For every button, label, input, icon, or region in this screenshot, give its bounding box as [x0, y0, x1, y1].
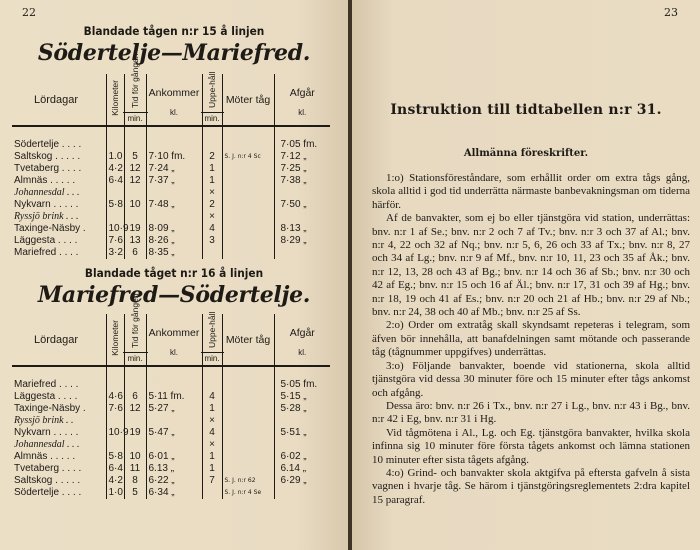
cell-afg: 7·05 fm.	[274, 139, 330, 151]
cell-tid	[124, 211, 146, 223]
table2-subtitle: Blandade tåget n:r 16 å linjen	[84, 266, 264, 280]
table-row	[12, 487, 330, 499]
header-ankommer-label: Ankommer	[148, 326, 200, 339]
header-ankommer	[146, 314, 202, 366]
cell-up: 2	[202, 199, 222, 211]
cell-mot	[222, 199, 274, 211]
cell-tid: 12	[124, 403, 146, 415]
table-row	[12, 379, 330, 391]
cell-km	[106, 139, 124, 151]
cell-mot	[222, 175, 274, 187]
header-ankommer-unit: kl.	[170, 107, 178, 117]
cell-ank	[146, 439, 202, 451]
cell-tid	[124, 415, 146, 427]
page-number-left: 22	[22, 6, 36, 19]
header-uppehall-unit: min.	[201, 352, 224, 365]
cell-afg	[274, 487, 330, 499]
table-row	[12, 175, 330, 187]
table-row	[12, 415, 330, 427]
cell-tid: 11	[124, 463, 146, 475]
cell-mot	[222, 187, 274, 199]
cell-tid: 10	[124, 451, 146, 463]
header-uppehall-label: Uppe-håll	[206, 71, 217, 108]
header-moter-label: Möter tåg	[225, 93, 271, 106]
cell-up: 1	[202, 175, 222, 187]
cell-tid	[124, 439, 146, 451]
cell-up: 1	[202, 463, 222, 475]
cell-km	[106, 439, 124, 451]
instruction-paragraph: 2:o) Order om extratåg skall skyndsamt repeteras i telegram, som äfven bör innehålla, att banafdelningen samt mötande och passerande tåg (tågnummer uppgifves) underrättas.	[372, 319, 690, 359]
header-tid-label: Tid för gången	[129, 53, 140, 108]
cell-ank: 5·47 „	[146, 427, 202, 439]
cell-ank	[146, 187, 202, 199]
cell-km: 4·6	[106, 391, 124, 403]
header-afgar	[274, 74, 330, 126]
cell-up: 7	[202, 475, 222, 487]
cell-km: 4·2	[106, 475, 124, 487]
cell-km	[106, 379, 124, 391]
table-row	[12, 463, 330, 475]
table-row	[12, 211, 330, 223]
table-row	[12, 451, 330, 463]
table-row	[12, 403, 330, 415]
cell-ank: 6·22 „	[146, 475, 202, 487]
cell-afg: 5·28 „	[274, 403, 330, 415]
cell-mot	[222, 451, 274, 463]
cell-tid: 19	[124, 427, 146, 439]
cell-station: Södertelje . . . .	[14, 487, 82, 498]
cell-tid: 8	[124, 475, 146, 487]
cell-km: 4·2	[106, 163, 124, 175]
cell-afg: 8·29 „	[274, 235, 330, 247]
cell-afg: 7·38 „	[274, 175, 330, 187]
cell-afg: 5·05 fm.	[274, 379, 330, 391]
cell-ank: 7·10 fm.	[146, 151, 202, 163]
cell-km: 1·0	[106, 487, 124, 499]
instruction-paragraph: 3:o) Följande banvakter, boende vid stationerna, skola alltid tjänstgöra vid dessa 30 minuter före och 15 minuter efter tågs ankomst och afgång.	[372, 359, 690, 399]
cell-up: 3	[202, 235, 222, 247]
cell-km: 7·6	[106, 403, 124, 415]
right-page	[352, 0, 700, 550]
cell-mot	[222, 247, 274, 259]
table-spacer-row	[12, 366, 330, 379]
cell-km	[106, 211, 124, 223]
cell-afg: 5·15 „	[274, 391, 330, 403]
cell-ank: 7·24 „	[146, 163, 202, 175]
cell-tid: 12	[124, 163, 146, 175]
cell-up: ×	[202, 187, 222, 199]
cell-tid: 5	[124, 487, 146, 499]
cell-mot: S. J. n:r 4 Sc	[222, 151, 274, 163]
instruction-paragraph: Dessa äro: bnv. n:r 26 i Tx., bnv. n:r 27 i Lg., bnv. n:r 43 i Bg., bnv. n:r 42 i Eg, bnv. n:r 31 i Hg.	[372, 399, 690, 426]
cell-up: 1	[202, 163, 222, 175]
header-ankommer-label: Ankommer	[148, 86, 200, 99]
cell-afg	[274, 415, 330, 427]
cell-afg: 6.14 „	[274, 463, 330, 475]
page-number-right: 23	[664, 6, 678, 19]
cell-ank	[146, 139, 202, 151]
cell-up	[202, 247, 222, 259]
cell-station: Johannesdal . . .	[14, 439, 80, 450]
cell-km: 5·8	[106, 451, 124, 463]
cell-mot: S. J. n:r 62	[222, 475, 274, 487]
cell-tid: 10	[124, 199, 146, 211]
cell-km	[106, 415, 124, 427]
table-row	[12, 439, 330, 451]
header-uppehall-unit: min.	[201, 112, 224, 125]
cell-afg	[274, 439, 330, 451]
header-station-label: Lördagar	[34, 333, 79, 346]
header-station	[12, 314, 106, 366]
cell-station: Taxinge-Näsby .	[14, 223, 86, 234]
table2-route-title: Mariefred—Södertelje.	[37, 282, 311, 308]
cell-station: Läggesta . . . .	[14, 391, 78, 402]
cell-station: Saltskog . . . . .	[14, 151, 81, 162]
cell-mot	[222, 463, 274, 475]
cell-mot	[222, 415, 274, 427]
table-row	[12, 475, 330, 487]
cell-tid: 12	[124, 175, 146, 187]
cell-mot	[222, 223, 274, 235]
cell-mot	[222, 235, 274, 247]
table-row	[12, 163, 330, 175]
cell-afg: 6·02 „	[274, 451, 330, 463]
cell-up: ×	[202, 439, 222, 451]
cell-km: 1.0	[106, 151, 124, 163]
cell-afg: 7·25 „	[274, 163, 330, 175]
cell-mot	[222, 379, 274, 391]
cell-station: Tvetaberg . . . .	[14, 463, 82, 474]
table-row	[12, 391, 330, 403]
cell-ank: 6.13 „	[146, 463, 202, 475]
instruction-paragraph: Vid tågmötena i Al., Lg. och Eg. tjänstgöra banvakter, hvilka skola infinna sig 10 minuter före första tågets ankomst och lämna stationen 10 minuter efter sista tågets afgång.	[372, 426, 690, 466]
cell-km: 6·4	[106, 463, 124, 475]
cell-afg: 7·50 „	[274, 199, 330, 211]
header-tid-unit: min.	[123, 352, 148, 365]
cell-station: Tvetaberg . . . .	[14, 163, 82, 174]
cell-ank	[146, 379, 202, 391]
cell-station: Almnäs . . . . .	[14, 175, 76, 186]
instruction-paragraph: Af de banvakter, som ej bo eller tjänstgöra vid station, underrättas: bnv. n:r 1 af Se.; bnv. n:r 2 och 7 af Tv.; bnv. n:r 3 och 37 af Al.; bnv. n:r 4, 22 och 32 af Nq.; bnv. n:r 5, 6, 26 och 33 af Tx.; bnv. n:r 8, 27 och 34 af Lg.; bnv. n:r 9 af Mf., bnv. n:r 10, 11, 23 och 35 af Åk.; bnv. n:r 12, 13, 28 och 43 af Bg.; bnv. n:r 14 och 36 af Sb.; bnv. n:r 30 och 42 af Eg.; bnv. n:r 15 och 16 af Äl.; bnv. n:r 17, 31 och 39 af Hg.; bnv. n:r 18, 19 och 41 af Es.; bnv. n:r 20 och 21 af Hb.; bnv. n:r 29 af Nb.; bnv. n:r 24, 38 och 40 af Mb.; bnv. n:r 25 af Ss.	[372, 212, 690, 319]
header-station	[12, 74, 106, 126]
header-moter	[222, 74, 274, 126]
cell-mot	[222, 163, 274, 175]
cell-station: Nykvarn . . . . .	[14, 199, 79, 210]
instruction-paragraph: 4:o) Grind- och banvakter skola aktgifva på eftersta gafveln å sista vagnen i hvarje tåg. Se härom i tjänstgöringsreglementets 2:dra kapitel 15 paragraf.	[372, 466, 690, 506]
cell-afg: 6·29 „	[274, 475, 330, 487]
header-ankommer-unit: kl.	[170, 347, 178, 357]
header-moter	[222, 314, 274, 366]
cell-tid: 6	[124, 391, 146, 403]
cell-km: 10·9	[106, 223, 124, 235]
cell-km: 6·4	[106, 175, 124, 187]
cell-station: Ryssjö brink . .	[14, 415, 74, 426]
table1-route-title: Södertelje—Mariefred.	[37, 40, 311, 66]
cell-up: 4	[202, 223, 222, 235]
cell-station: Almnäs . . . . .	[14, 451, 76, 462]
section-heading: Allmänna föreskrifter.	[463, 148, 589, 159]
cell-up	[202, 487, 222, 499]
cell-ank: 7·48 „	[146, 199, 202, 211]
cell-mot	[222, 439, 274, 451]
header-afgar-unit: kl.	[298, 107, 307, 117]
header-uppehall	[202, 311, 222, 366]
cell-tid: 5	[124, 151, 146, 163]
cell-ank: 5·11 fm.	[146, 391, 202, 403]
cell-station: Johannesdal . . .	[14, 187, 80, 198]
cell-km: 3·2	[106, 247, 124, 259]
cell-up: 2	[202, 151, 222, 163]
cell-station: Mariefred . . . .	[14, 379, 79, 390]
instruction-paragraph: 1:o) Stationsföreståndare, som erhållit order om extra tågs gång, skola alltid i god tid underrätta närmaste banbevakningsman om tiderna härför.	[372, 172, 690, 211]
cell-afg: 8·13 „	[274, 223, 330, 235]
cell-up: 4	[202, 427, 222, 439]
header-tid	[124, 293, 146, 366]
cell-station: Södertelje . . . .	[14, 139, 82, 150]
cell-km: 10·9	[106, 427, 124, 439]
cell-mot	[222, 427, 274, 439]
cell-afg: 7·12 „	[274, 151, 330, 163]
cell-tid	[124, 139, 146, 151]
header-km	[106, 314, 124, 366]
cell-ank: 7·37 „	[146, 175, 202, 187]
table-spacer-row	[12, 126, 330, 139]
cell-station: Läggesta . . . .	[14, 235, 78, 246]
cell-up	[202, 379, 222, 391]
header-uppehall	[202, 71, 222, 126]
cell-ank	[146, 415, 202, 427]
cell-afg: 5·51 „	[274, 427, 330, 439]
cell-tid	[124, 187, 146, 199]
cell-mot	[222, 211, 274, 223]
cell-afg	[274, 211, 330, 223]
cell-up: ×	[202, 211, 222, 223]
cell-tid: 13	[124, 235, 146, 247]
header-station-label: Lördagar	[34, 93, 79, 106]
cell-tid	[124, 379, 146, 391]
table-row	[12, 247, 330, 259]
cell-km: 7·6	[106, 235, 124, 247]
cell-up: 1	[202, 403, 222, 415]
table-row	[12, 223, 330, 235]
cell-ank: 8·26 „	[146, 235, 202, 247]
cell-up	[202, 139, 222, 151]
header-tid-label: Tid för gången	[129, 293, 140, 348]
header-uppehall-label: Uppe-håll	[206, 311, 217, 348]
left-page	[0, 0, 348, 550]
header-km-label: Kilometer	[109, 79, 120, 116]
instruction-body	[372, 172, 690, 507]
cell-afg	[274, 187, 330, 199]
cell-station: Nykvarn . . . . .	[14, 427, 79, 438]
table-row	[12, 199, 330, 211]
cell-km	[106, 187, 124, 199]
cell-afg	[274, 247, 330, 259]
cell-station: Taxinge-Näsby .	[14, 403, 86, 414]
header-tid	[124, 53, 146, 126]
cell-mot	[222, 403, 274, 415]
table1-subtitle: Blandade tågen n:r 15 å linjen	[83, 24, 265, 38]
header-ankommer	[146, 74, 202, 126]
header-km	[106, 74, 124, 126]
cell-up: 4	[202, 391, 222, 403]
table-row	[12, 139, 330, 151]
cell-mot: S. J. n:r 4 Se	[222, 487, 274, 499]
cell-km: 5·8	[106, 199, 124, 211]
table-row	[12, 427, 330, 439]
table-row	[12, 151, 330, 163]
cell-station: Ryssjö brink . . .	[14, 211, 79, 222]
table-row	[12, 187, 330, 199]
header-afgar	[274, 314, 330, 366]
header-afgar-label: Afgår	[289, 326, 315, 339]
cell-station: Saltskog . . . . .	[14, 475, 81, 486]
cell-ank: 8·35 „	[146, 247, 202, 259]
cell-mot	[222, 391, 274, 403]
table-row	[12, 235, 330, 247]
instruction-title: Instruktion till tidtabellen n:r 31.	[390, 102, 662, 118]
table-header-row	[12, 74, 330, 126]
cell-ank: 6·34 „	[146, 487, 202, 499]
cell-ank: 5·27 „	[146, 403, 202, 415]
cell-tid: 19	[124, 223, 146, 235]
cell-station: Mariefred . . . .	[14, 247, 79, 258]
cell-ank: 8·09 „	[146, 223, 202, 235]
cell-ank	[146, 211, 202, 223]
cell-mot	[222, 139, 274, 151]
header-km-label: Kilometer	[109, 319, 120, 356]
cell-up: 1	[202, 451, 222, 463]
header-afgar-unit: kl.	[298, 347, 307, 357]
header-tid-unit: min.	[123, 112, 148, 125]
table-header-row	[12, 314, 330, 366]
cell-tid: 6	[124, 247, 146, 259]
cell-ank: 6·01 „	[146, 451, 202, 463]
cell-up: ×	[202, 415, 222, 427]
header-moter-label: Möter tåg	[225, 333, 271, 346]
header-afgar-label: Afgår	[289, 86, 315, 99]
